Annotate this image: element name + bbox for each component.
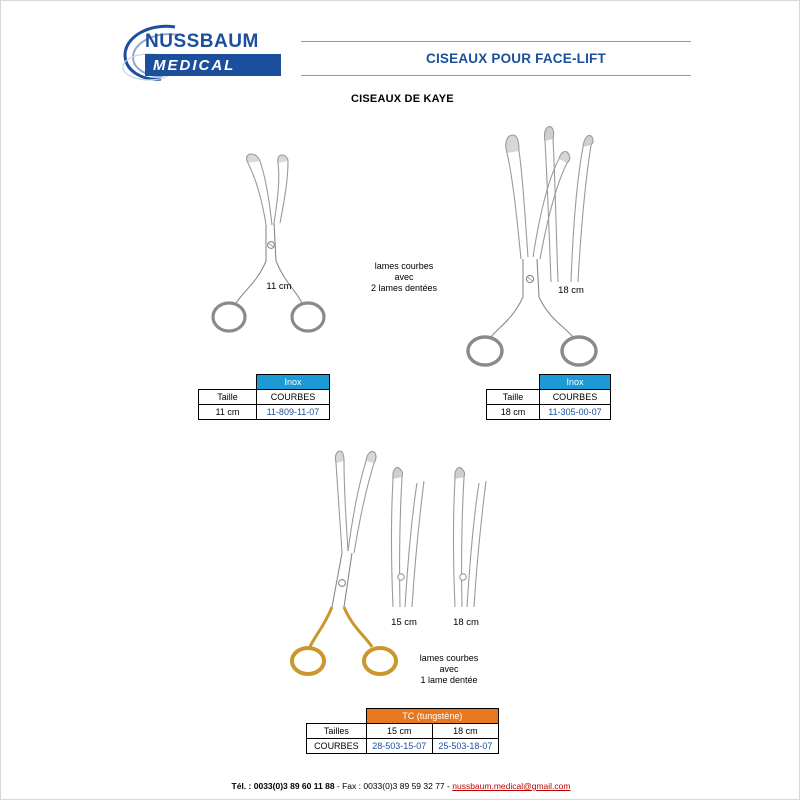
email-link[interactable]: nussbaum.medical@gmail.com <box>452 781 571 791</box>
header-rule-bottom <box>301 75 691 76</box>
phone-label: Tél. : <box>231 781 254 791</box>
spec-table-tc <box>306 708 499 754</box>
ref-cell-11cm: 11-809-11-07 <box>256 405 329 420</box>
note-kaye-11cm <box>349 261 459 294</box>
page-footer <box>1 781 800 791</box>
table-row <box>487 390 611 405</box>
fax-label: - Fax : <box>334 781 364 791</box>
col-header-18cm: Taille <box>487 390 540 405</box>
separator: - <box>444 781 453 791</box>
ref-cell-18cm: 11-305-00-07 <box>539 405 610 420</box>
empty-cell <box>199 375 257 390</box>
note-line-1: lames courbes <box>419 653 479 663</box>
brand-sub-bar <box>145 54 281 76</box>
ref-cell-tc-a: 28-503-15-07 <box>366 739 432 754</box>
shape-18cm: COURBES <box>539 390 610 405</box>
size-label-tc-15cm: 15 cm <box>391 617 417 628</box>
table-row <box>199 375 330 390</box>
note-line-1: lames courbes <box>374 261 434 271</box>
page-header <box>1 1 800 93</box>
note-line-3: 1 lame dentée <box>420 675 478 685</box>
table-row <box>307 709 499 724</box>
scissors-illustration-11cm <box>196 141 336 356</box>
spec-table-11cm <box>198 374 330 420</box>
note-line-2: avec <box>439 664 459 674</box>
size-label-11cm: 11 cm <box>266 281 292 292</box>
table-row <box>487 405 611 420</box>
ref-cell-tc-b: 25-503-18-07 <box>432 739 498 754</box>
material-header-11cm: Inox <box>256 375 329 390</box>
table-row <box>199 390 330 405</box>
table-row <box>487 375 611 390</box>
spec-table-18cm <box>486 374 611 420</box>
page-title: CISEAUX POUR FACE-LIFT <box>426 51 606 66</box>
col-header-tc: Tailles <box>307 724 367 739</box>
size-cell-tc-a: 15 cm <box>366 724 432 739</box>
note-line-3: 2 lames dentées <box>370 283 438 293</box>
note-line-2: avec <box>394 272 414 282</box>
size-label-tc-18cm: 18 cm <box>453 617 479 628</box>
material-header-18cm: Inox <box>539 375 610 390</box>
size-label-18cm: 18 cm <box>558 285 584 296</box>
row-header-tc: COURBES <box>307 739 367 754</box>
header-rule-top <box>301 41 691 42</box>
table-row <box>199 405 330 420</box>
brand-logo <box>119 21 287 83</box>
shape-11cm: COURBES <box>256 390 329 405</box>
brand-name: NUSSBAUM <box>145 31 259 52</box>
brand-sub-text: MEDICAL <box>153 57 236 74</box>
note-kaye-tc <box>389 653 509 686</box>
material-header-tc: TC (tungstène) <box>366 709 498 724</box>
phone-number: 0033(0)3 89 60 11 88 <box>253 781 335 791</box>
size-cell-11cm: 11 cm <box>199 405 257 420</box>
empty-cell <box>307 709 367 724</box>
col-header-11cm: Taille <box>199 390 257 405</box>
section-title: CISEAUX DE KAYE <box>351 93 454 105</box>
empty-cell <box>487 375 540 390</box>
table-row <box>307 724 499 739</box>
table-row <box>307 739 499 754</box>
blade-detail-tc-18cm <box>441 459 489 609</box>
blade-detail-18cm <box>531 117 601 287</box>
size-cell-18cm: 18 cm <box>487 405 540 420</box>
fax-number: 0033(0)3 89 59 32 77 <box>363 781 445 791</box>
blade-detail-15cm <box>379 459 427 609</box>
size-cell-tc-b: 18 cm <box>432 724 498 739</box>
